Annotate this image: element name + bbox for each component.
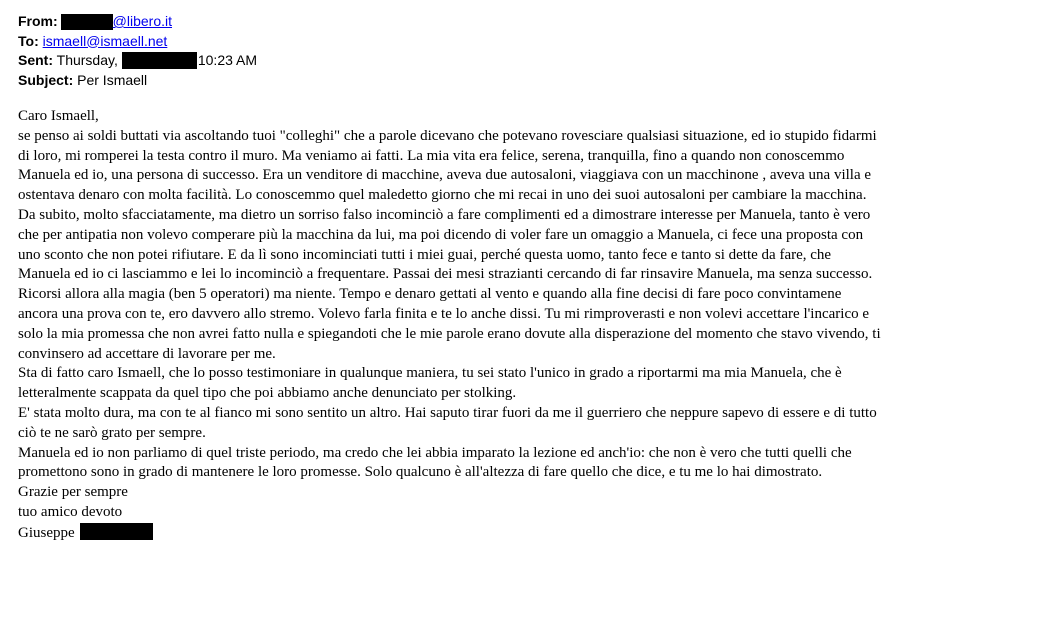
body-line: ciò te ne sarò grato per sempre. <box>18 424 206 441</box>
email-body <box>18 107 1054 544</box>
body-line: Caro Ismaell, <box>18 108 99 124</box>
body-line: Da subito, molto sfacciatamente, ma dietro un sorriso falso incominciò a fare complimenti ed a dimostrare interesse per Manuela, tanto è vero <box>18 206 871 223</box>
body-line: convinsero ad accettare di lavorare per me. <box>18 345 276 362</box>
from-row <box>18 12 257 32</box>
sent-label: Sent: <box>18 52 53 68</box>
from-label: From: <box>18 13 58 29</box>
body-line: di loro, mi romperei la testa contro il muro. Ma veniamo ai fatti. La mia vita era felice, serena, tranquilla, fino a quando non conoscemmo <box>18 147 845 164</box>
body-line: tuo amico devoto <box>18 503 123 520</box>
redaction-box <box>122 52 197 69</box>
body-line: E' stata molto dura, ma con te al fianco mi sono sentito un altro. Hai saputo tirar fuori da me il guerriero che neppure sapevo di essere e di tutto <box>18 404 877 421</box>
sent-day: Thursday, <box>56 52 118 68</box>
sent-row <box>18 51 257 71</box>
redaction-box <box>80 523 153 540</box>
signature-name: Giuseppe <box>18 524 75 541</box>
from-address-link[interactable]: @libero.it <box>112 13 173 29</box>
body-line: Sta di fatto caro Ismaell, che lo posso testimoniare in qualunque maniera, tu sei stato l'unico in grado a riportarmi ma mia Manuela, che è <box>18 365 842 382</box>
body-line: uno sconto che non potei rifiutare. E da lì sono incominciati tutti i miei guai, perché questa uomo, tanto fece e tanto si dette da fare, che <box>18 246 832 263</box>
body-line: solo la mia promessa che non avrei fatto nulla e spiegandoti che le mie parole erano dovute alla disperazione del momento che stavo vivendo, ti <box>18 325 881 342</box>
subject-value: Per Ismaell <box>77 71 148 88</box>
body-line: che per antipatia non volevo comperare più la macchina da lui, ma poi dicendo di voler fare un omaggio a Manuela, ci fece una proposta con <box>18 226 864 243</box>
subject-row <box>18 71 257 91</box>
body-line: Grazie per sempre <box>18 484 128 501</box>
redaction-box <box>61 14 113 30</box>
body-line: ancora una prova con te, ero davvero allo stremo. Volevo farla finita e te lo anche dissi. Tu mi rimproverasti e non volevi accettare l'incarico e <box>18 305 870 322</box>
to-label: To: <box>18 32 39 49</box>
body-line: se penso ai soldi buttati via ascoltando tuoi "colleghi" che a parole dicevano che potevano rovesciare qualsiasi situazione, ed io stupido fidarmi <box>18 127 877 144</box>
email-header <box>18 12 257 90</box>
body-line: Manuela ed io non parliamo di quel triste periodo, ma credo che lei abbia imparato la lezione ed anch'io: che non è vero che tutti quelli che <box>18 444 852 461</box>
body-line: Manuela ed io ci lasciammo e lei lo incominciò a frequentare. Passai dei mesi strazianti cercando di far rinsavire Manuela, ma senza successo. <box>18 266 873 283</box>
signature-line <box>18 523 1054 544</box>
to-row <box>18 32 257 52</box>
body-line: letteralmente scappata da quel tipo che poi abbiamo anche denunciato per stolking. <box>18 385 517 402</box>
sent-time: 10:23 AM <box>197 52 258 68</box>
subject-label: Subject: <box>18 71 74 88</box>
body-line: ostentava denaro con molta facilità. Lo conoscemmo quel maledetto giorno che mi recai in uno dei suoi autosaloni per cambiare la macchina. <box>18 187 867 204</box>
body-line: promettono sono in grado di mantenere le loro promesse. Solo qualcuno è all'altezza di fare quello che dice, e tu me lo hai dimostrato. <box>18 464 823 481</box>
body-line: Manuela ed io, una persona di successo. Era un venditore di macchine, aveva due autosaloni, viaggiava con un macchinone , aveva una villa e <box>18 167 872 184</box>
to-address-link[interactable]: ismaell@ismaell.net <box>42 32 168 49</box>
body-line: Ricorsi allora alla magia (ben 5 operatori) ma niente. Tempo e denaro gettati al vento e quando alla fine decisi di fare poco convintamene <box>18 286 842 303</box>
